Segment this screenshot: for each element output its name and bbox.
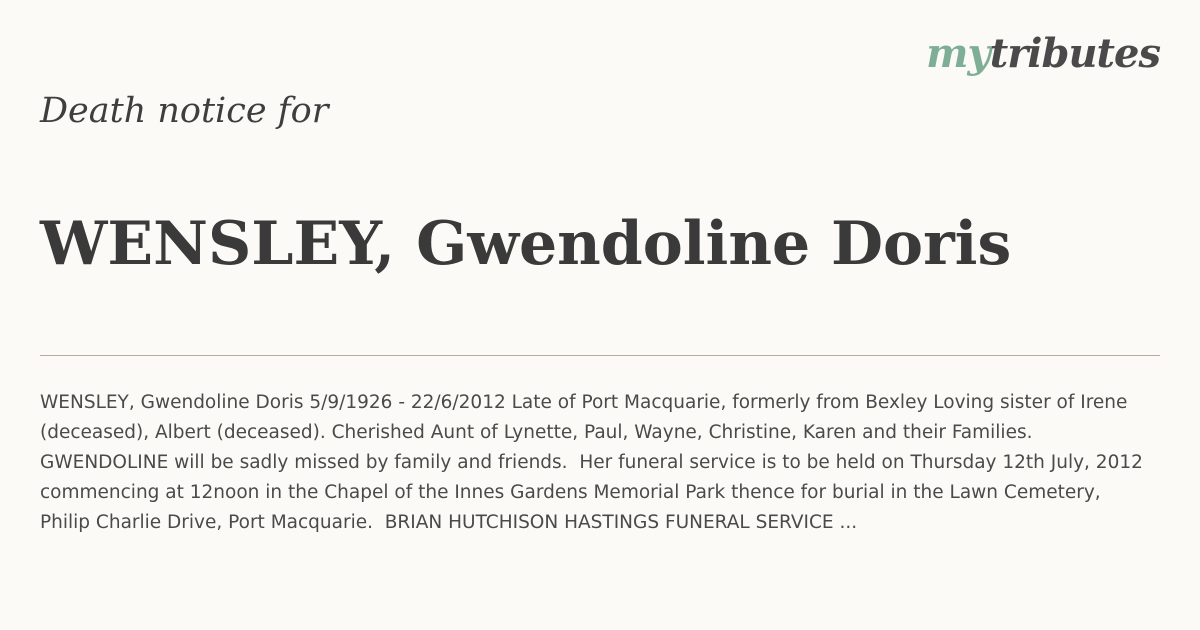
logo-part-my: my bbox=[926, 30, 990, 77]
divider bbox=[40, 355, 1160, 356]
logo-part-tributes: tributes bbox=[989, 30, 1160, 77]
death-notice-label: Death notice for bbox=[40, 91, 329, 131]
mytributes-logo[interactable] bbox=[926, 30, 1160, 77]
notice-body-text: WENSLEY, Gwendoline Doris 5/9/1926 - 22/6/2012 Late of Port Macquarie, formerly from Bexley Loving sister of Irene (deceased), Albert (deceased). Cherished Aunt of Lynette, Paul, Wayne, Christine, Karen and their Families. GWENDOLINE will be sadly missed by family and friends. Her funeral service is to be held on Thursday 12th July, 2012 commencing at 12noon in the Chapel of the Innes Gardens Memorial Park thence for burial in the Lawn Cemetery, Philip Charlie Drive, Port Macquarie. BRIAN HUTCHISON HASTINGS FUNERAL SERVICE ... bbox=[40, 392, 1149, 533]
deceased-name: WENSLEY, Gwendoline Doris bbox=[40, 209, 1012, 279]
